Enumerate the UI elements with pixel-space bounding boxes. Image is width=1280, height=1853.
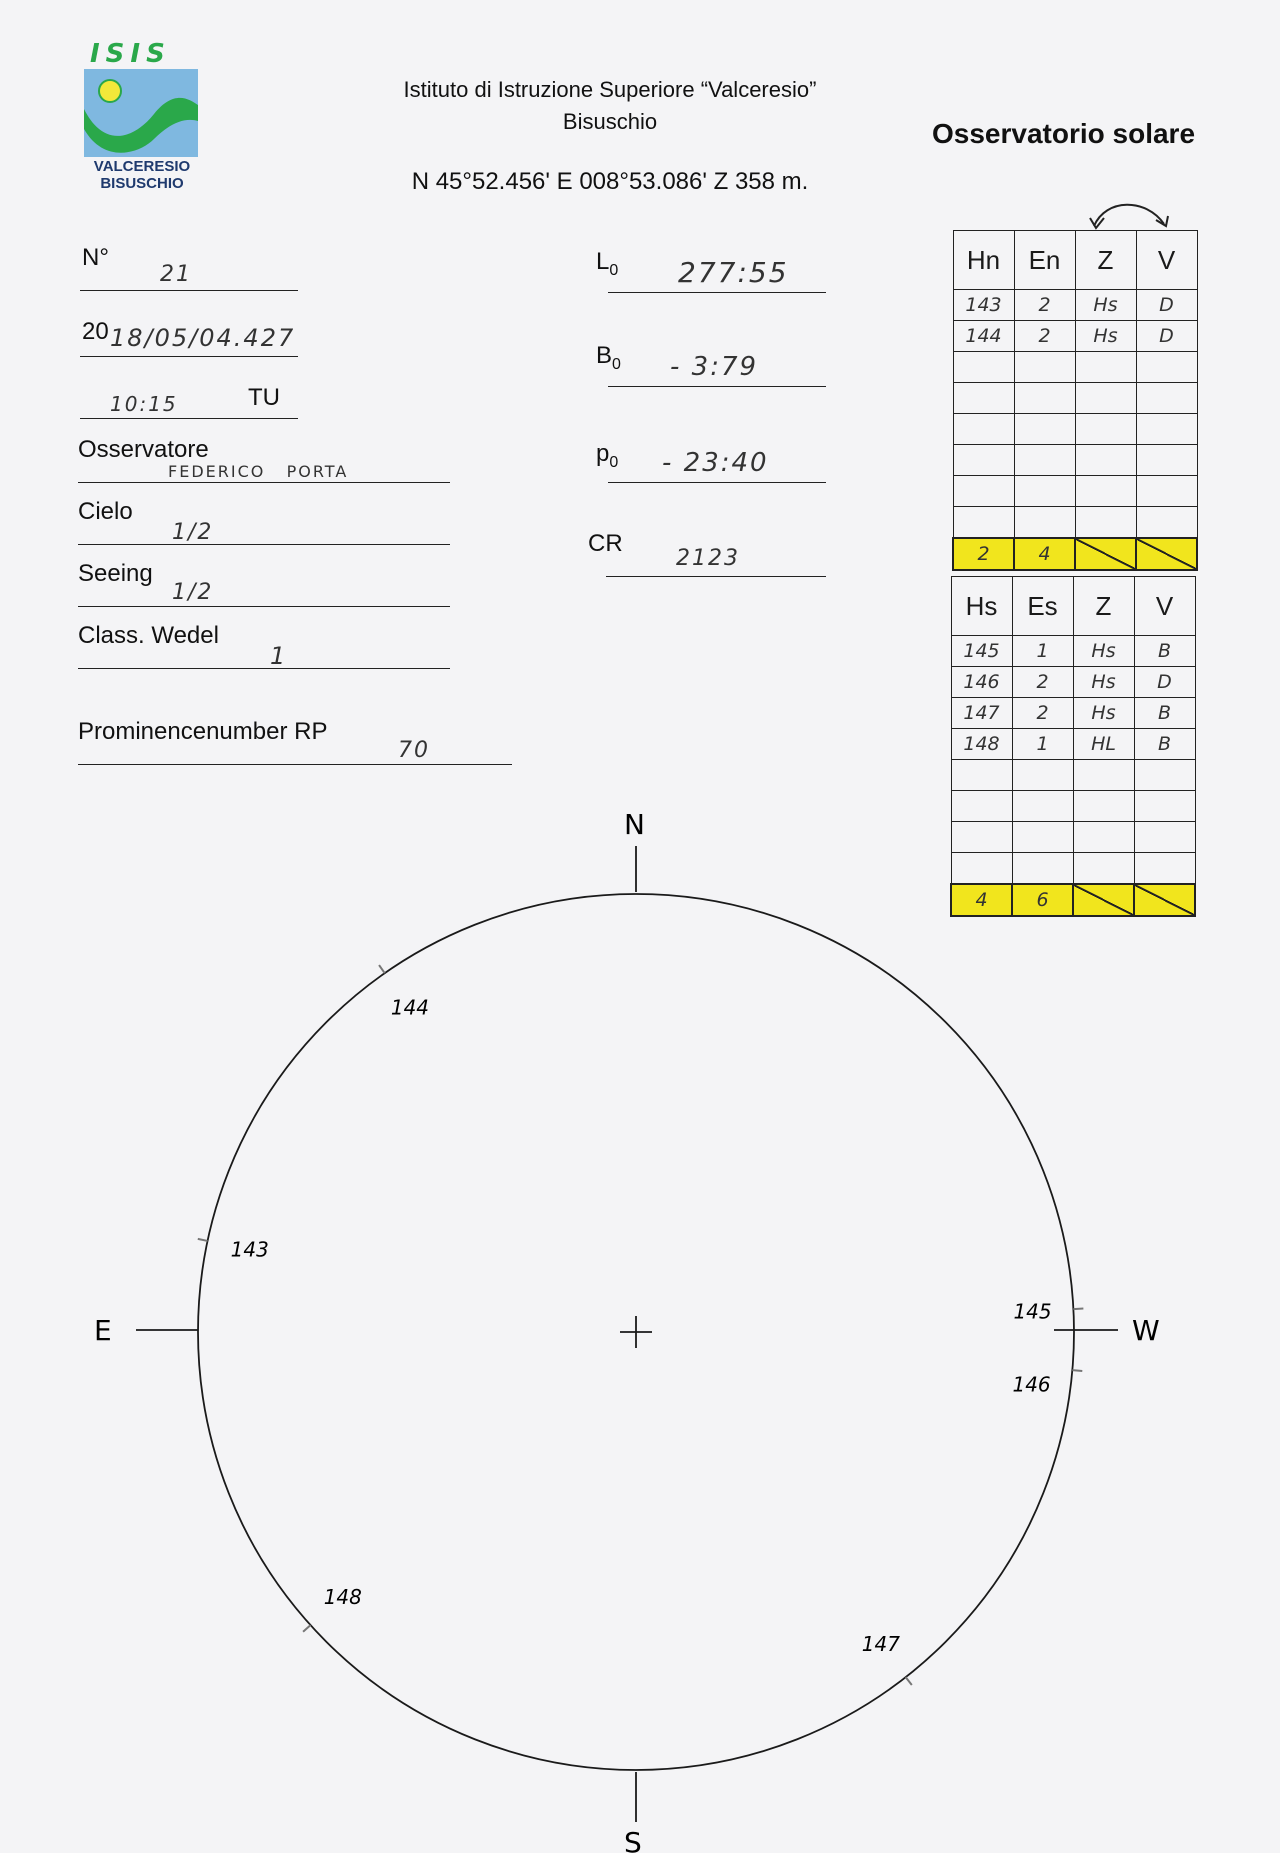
school-town: Bisuschio [562,109,658,134]
table-row [953,352,1197,383]
sky-line [78,544,450,545]
table-row [951,729,1195,760]
table-cell [1014,414,1075,445]
table-cell [1136,507,1197,539]
table-cell: D [1136,290,1197,321]
total-slash [1075,538,1136,570]
table-cell: 147 [951,698,1012,729]
table-cell [953,352,1014,383]
p0-label [596,440,618,472]
table-cell: 143 [953,290,1014,321]
l0-letter: L [596,248,610,275]
header-en: En [1014,231,1075,290]
time-suffix: TU [248,384,280,411]
cr-line [606,576,826,577]
b0-label [596,342,621,374]
table-cell: D [1136,321,1197,352]
table-cell: B [1134,698,1195,729]
page-title: Osservatorio solare [932,118,1196,149]
table-cell [953,414,1014,445]
school-name: Istituto di Istruzione Superiore “Valceresio” [403,77,817,102]
cr-label: CR [588,530,623,557]
table-cell: Hs [1073,667,1134,698]
table-cell: 146 [951,667,1012,698]
prominence-mark [1072,1370,1082,1371]
observer-value: FEDERICO PORTA [168,462,349,481]
prominence-label: 144 [390,995,430,1020]
table-cell [1075,507,1136,539]
west-label: W [1132,1314,1160,1347]
table-row [953,383,1197,414]
l0-subscript: 0 [609,261,619,279]
rp-line [78,764,512,765]
table-cell: 2 [1012,667,1073,698]
number-line [80,290,298,291]
wedel-value: 1 [270,642,288,670]
time-line [80,418,298,419]
logo-line2: BISUSCHIO [100,175,184,192]
north-label: N [624,808,645,841]
table-row [953,476,1197,507]
p0-letter: p [596,440,610,467]
table-cell: 2 [1014,290,1075,321]
l0-label [596,248,618,280]
table-cell: 1 [1012,636,1073,667]
total-count: 4 [951,884,1012,916]
table-cell: 1 [1012,729,1073,760]
observer-label: Osservatore [78,436,209,463]
header-z: Z [1075,231,1136,290]
table-cell [1075,476,1136,507]
table-cell [1014,507,1075,539]
isis-logo-icon [84,69,198,157]
prominence-mark [379,965,385,973]
header-hn: Hn [953,231,1014,290]
isis-logo-wordmark [88,40,198,66]
date-prefix: 20 [82,318,109,345]
time-value: 10:15 [110,392,178,416]
b0-subscript: 0 [612,355,621,373]
header-v: V [1136,231,1197,290]
solar-disk-diagram [0,780,1280,1853]
b0-value: - 3:79 [670,352,759,382]
table-cell [1014,445,1075,476]
p0-subscript: 0 [609,453,619,471]
header-v: V [1134,577,1195,636]
p0-line [608,482,826,483]
prominence-label: 146 [1012,1372,1051,1397]
cr-value: 2123 [676,546,740,571]
table-cell: D [1134,667,1195,698]
total-sum: 6 [1012,884,1073,916]
l0-line [608,292,826,293]
date-line [80,356,298,357]
south-label: S [624,1826,642,1853]
wedel-label: Class. Wedel [78,622,219,649]
table-row [951,636,1195,667]
seeing-line [78,606,450,607]
table-cell [1075,414,1136,445]
swap-arrow-icon [1086,196,1176,232]
school-heading [330,74,890,138]
table-cell: 2 [1012,698,1073,729]
observatory-coordinates: N 45°52.456' E 008°53.086' Z 358 m. [411,168,809,195]
table-cell [953,476,1014,507]
table-cell [1136,476,1197,507]
header-hs: Hs [951,577,1012,636]
total-sum: 4 [1014,538,1075,570]
header-z: Z [1073,577,1134,636]
table-cell [953,507,1014,539]
date-value: 18/05/04.427 [110,324,296,352]
seeing-label: Seeing [78,560,153,587]
table-row [951,698,1195,729]
prominence-labels [198,965,1084,1685]
header-es: Es [1012,577,1073,636]
table-cell: Hs [1075,290,1136,321]
table-cell: HL [1073,729,1134,760]
prominence-mark [198,1239,208,1241]
number-label: N° [82,244,109,271]
table-cell [1075,445,1136,476]
sky-value: 1/2 [172,520,214,545]
table-row [953,290,1197,321]
table-cell [1014,383,1075,414]
seeing-value: 1/2 [172,580,214,605]
prominence-label: 143 [230,1237,269,1262]
table-cell [1014,476,1075,507]
logo-line1: VALCERESIO [93,158,191,175]
table-cell [1136,445,1197,476]
b0-letter: B [596,342,613,369]
table-cell [1136,352,1197,383]
number-value: 21 [160,262,192,287]
table-cell: Hs [1075,321,1136,352]
table-row [951,667,1195,698]
table-cell [1014,352,1075,383]
prominence-label: 147 [861,1632,900,1657]
table-cell [953,383,1014,414]
prominence-label: 145 [1013,1299,1052,1324]
table-cell [1136,383,1197,414]
table-cell [953,445,1014,476]
table-row [953,414,1197,445]
rp-label: Prominencenumber RP [78,718,328,745]
east-label: E [94,1314,112,1347]
prominence-label: 148 [323,1584,362,1609]
table-cell: Hs [1073,636,1134,667]
sky-label: Cielo [78,498,133,525]
table-cell: 144 [953,321,1014,352]
table-cell [1075,383,1136,414]
table-row [953,445,1197,476]
table-cell [1075,352,1136,383]
table-cell: B [1134,729,1195,760]
prominence-mark [906,1677,912,1685]
prominence-mark [303,1625,310,1632]
table-cell: B [1134,636,1195,667]
table-cell: 2 [1014,321,1075,352]
table-cell: Hs [1073,698,1134,729]
table-row [953,507,1197,539]
table-cell: 145 [951,636,1012,667]
observer-line [78,482,450,483]
wedel-line [78,668,450,669]
logo-caption [80,158,204,192]
table-row [953,321,1197,352]
north-register-table [952,230,1198,571]
svg-text:ISIS: ISIS [90,40,171,66]
table-cell: 148 [951,729,1012,760]
total-slash [1136,538,1197,570]
rp-value: 70 [398,738,430,763]
b0-line [608,386,826,387]
table-cell [1136,414,1197,445]
total-count: 2 [953,538,1014,570]
prominence-mark [1073,1309,1083,1310]
p0-value: - 23:40 [662,448,769,478]
l0-value: 277:55 [678,256,789,289]
total-row [953,538,1197,570]
